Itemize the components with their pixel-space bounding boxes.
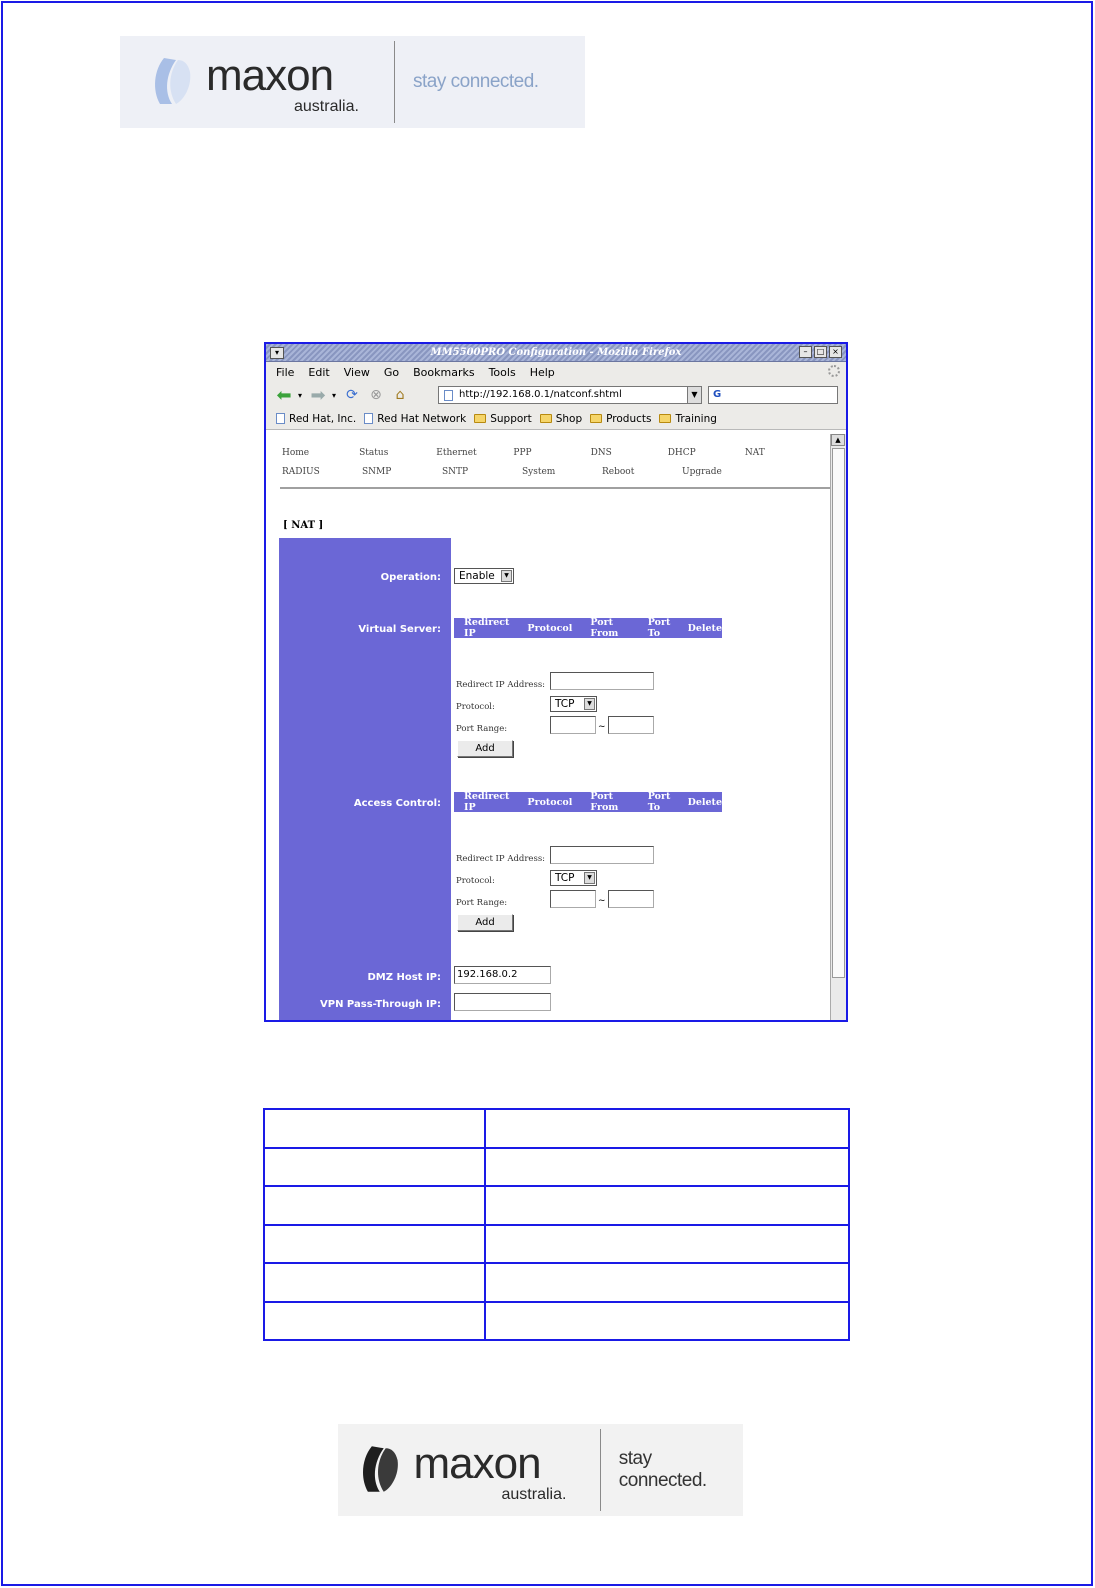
logo-wordmark: maxon (413, 1439, 541, 1488)
virtual-server-table-header (454, 618, 722, 638)
chevron-down-icon: ▼ (584, 872, 595, 884)
col-protocol: Protocol (527, 796, 573, 808)
table-cell (264, 1302, 485, 1341)
table-row (264, 1263, 849, 1302)
nav-sntp[interactable]: SNTP (442, 467, 469, 477)
table-row (264, 1148, 849, 1187)
folder-icon (590, 414, 602, 423)
bookmark-label: Red Hat Network (377, 412, 467, 425)
ac-port-range-label: Port Range: (456, 898, 508, 908)
vs-protocol-select[interactable] (550, 696, 597, 712)
ac-redirect-ip-label: Redirect IP Address: (456, 854, 546, 864)
table-cell (264, 1109, 485, 1148)
nav-status[interactable]: Status (359, 448, 389, 458)
vs-protocol-value: TCP (555, 698, 575, 710)
back-dropdown-icon[interactable]: ▾ (298, 390, 303, 400)
nav-dns[interactable]: DNS (590, 448, 612, 458)
url-dropdown-icon[interactable]: ▼ (687, 387, 701, 403)
table-cell (485, 1263, 849, 1302)
chevron-down-icon: ▼ (584, 698, 595, 710)
table-cell (264, 1148, 485, 1187)
menu-help[interactable]: Help (529, 365, 555, 379)
form-label-panel (279, 538, 451, 1022)
logo-subtitle: australia. (294, 98, 359, 115)
search-input[interactable] (708, 386, 838, 404)
vs-range-separator: ~ (598, 722, 606, 732)
nav-home[interactable]: Home (282, 448, 310, 458)
maxon-swoosh-icon (150, 56, 196, 108)
menu-edit[interactable]: Edit (308, 365, 330, 379)
table-cell (485, 1225, 849, 1264)
bookmark-products[interactable] (590, 413, 651, 425)
col-port-to: Port To (647, 617, 671, 639)
logo-subtitle: australia. (501, 1486, 567, 1503)
col-delete: Delete (687, 622, 722, 634)
menu-bar (266, 362, 846, 382)
logo-wordmark: maxon (206, 51, 334, 100)
scroll-up-icon[interactable]: ▲ (831, 434, 845, 446)
throbber-icon (828, 365, 840, 377)
menu-go[interactable]: Go (383, 365, 400, 379)
table-row (264, 1225, 849, 1264)
nav-radius[interactable]: RADIUS (282, 467, 320, 477)
table-row (264, 1302, 849, 1341)
close-icon[interactable]: × (829, 346, 842, 358)
table-row (264, 1109, 849, 1148)
virtual-server-label: Virtual Server: (358, 624, 441, 635)
window-title: MM5500PRO Configuration - Mozilla Firefox (430, 347, 682, 358)
bookmark-training[interactable] (659, 413, 716, 425)
table-cell (485, 1186, 849, 1225)
access-control-table-header (454, 792, 722, 812)
chevron-down-icon: ▼ (501, 570, 512, 582)
scroll-thumb[interactable] (832, 448, 845, 978)
bookmark-label: Support (490, 412, 532, 425)
vs-redirect-ip-input[interactable] (550, 672, 654, 690)
ac-add-button[interactable]: Add (457, 914, 513, 931)
router-nav (282, 448, 822, 486)
bookmark-shop[interactable] (540, 413, 582, 425)
table-row (264, 1186, 849, 1225)
vs-port-range-label: Port Range: (456, 724, 508, 734)
home-icon[interactable]: ⌂ (395, 387, 405, 403)
nav-divider (280, 487, 830, 489)
ac-protocol-select[interactable] (550, 870, 597, 886)
table-cell (264, 1186, 485, 1225)
window-menu-icon[interactable]: ▾ (270, 347, 284, 359)
nav-nat[interactable]: NAT (744, 448, 765, 458)
logo-divider (394, 41, 395, 123)
page-icon (364, 413, 373, 424)
search-engine-icon: G (713, 389, 722, 400)
bookmarks-toolbar (266, 408, 846, 430)
nav-dhcp[interactable]: DHCP (667, 448, 696, 458)
ac-port-from-input[interactable] (550, 890, 596, 908)
reload-icon[interactable]: ⟳ (346, 387, 358, 403)
nav-snmp[interactable]: SNMP (362, 467, 392, 477)
browser-screenshot (264, 342, 848, 1022)
navigation-toolbar (266, 382, 846, 408)
col-delete: Delete (687, 796, 722, 808)
ac-protocol-value: TCP (555, 872, 575, 884)
nav-upgrade[interactable]: Upgrade (682, 467, 722, 477)
table-cell (264, 1225, 485, 1264)
forward-arrow-icon[interactable]: ➡ (310, 384, 326, 406)
menu-tools[interactable]: Tools (488, 365, 516, 379)
vertical-scrollbar[interactable] (830, 434, 846, 1022)
page-content (266, 434, 830, 1022)
minimize-icon[interactable]: – (799, 346, 812, 358)
vs-redirect-ip-label: Redirect IP Address: (456, 680, 546, 690)
back-arrow-icon[interactable]: ⬅ (276, 384, 292, 406)
access-control-label: Access Control: (353, 798, 441, 809)
folder-icon (659, 414, 671, 423)
url-text: http://192.168.0.1/natconf.shtml (459, 389, 622, 400)
operation-select[interactable] (454, 568, 514, 584)
nav-reboot[interactable]: Reboot (602, 467, 635, 477)
maxon-swoosh-icon (358, 1444, 404, 1496)
nav-ethernet[interactable]: Ethernet (436, 448, 477, 458)
ac-redirect-ip-input[interactable] (550, 846, 654, 864)
table-cell (485, 1148, 849, 1187)
maxon-logo-footer (338, 1424, 743, 1516)
logo-divider (600, 1429, 601, 1511)
dmz-host-label: DMZ Host IP: (367, 972, 441, 983)
maximize-icon[interactable]: □ (814, 346, 827, 358)
vpn-passthrough-label: VPN Pass-Through IP: (320, 999, 441, 1010)
col-port-from: Port From (590, 791, 619, 813)
url-input[interactable] (438, 386, 702, 404)
col-port-to: Port To (647, 791, 671, 813)
table-cell (485, 1109, 849, 1148)
maxon-logo (120, 36, 585, 128)
page-icon (276, 413, 285, 424)
menu-bookmarks[interactable]: Bookmarks (413, 365, 475, 379)
section-title: [ NAT ] (283, 520, 324, 531)
vs-port-to-input[interactable] (608, 716, 654, 734)
nav-ppp[interactable]: PPP (513, 448, 532, 458)
forward-dropdown-icon[interactable]: ▾ (332, 390, 337, 400)
col-protocol: Protocol (527, 622, 573, 634)
col-redirect-ip: Redirect IP (464, 791, 510, 813)
col-port-from: Port From (590, 617, 619, 639)
bookmark-support[interactable] (474, 413, 532, 425)
col-redirect-ip: Redirect IP (464, 617, 510, 639)
page-icon (444, 390, 453, 401)
vpn-passthrough-input[interactable] (454, 993, 551, 1011)
table-cell (264, 1263, 485, 1302)
ac-protocol-label: Protocol: (456, 876, 495, 886)
bookmark-red-hat-inc[interactable] (276, 413, 356, 425)
logo-tagline: stay connected. (618, 1448, 707, 1491)
vs-protocol-label: Protocol: (456, 702, 495, 712)
vs-port-from-input[interactable] (550, 716, 596, 734)
operation-label: Operation: (380, 572, 441, 583)
menu-view[interactable]: View (343, 365, 370, 379)
bookmark-red-hat-network[interactable] (364, 413, 466, 425)
table-cell (485, 1302, 849, 1341)
ac-range-separator: ~ (598, 896, 606, 906)
bookmark-label: Shop (555, 412, 583, 425)
vs-add-button[interactable]: Add (457, 740, 513, 757)
window-titlebar (266, 344, 846, 362)
ac-port-to-input[interactable] (608, 890, 654, 908)
dmz-host-input[interactable]: 192.168.0.2 (454, 966, 551, 984)
menu-file[interactable]: File (276, 365, 295, 379)
logo-tagline: stay connected. (413, 71, 539, 92)
folder-icon (540, 414, 552, 423)
folder-icon (474, 414, 486, 423)
bookmark-label: Training (675, 412, 717, 425)
bookmark-label: Products (606, 412, 652, 425)
bookmark-label: Red Hat, Inc. (289, 412, 357, 425)
nav-system[interactable]: System (522, 467, 556, 477)
operation-value: Enable (459, 570, 495, 582)
stop-icon[interactable]: ⊗ (370, 387, 382, 403)
info-table (263, 1108, 850, 1341)
